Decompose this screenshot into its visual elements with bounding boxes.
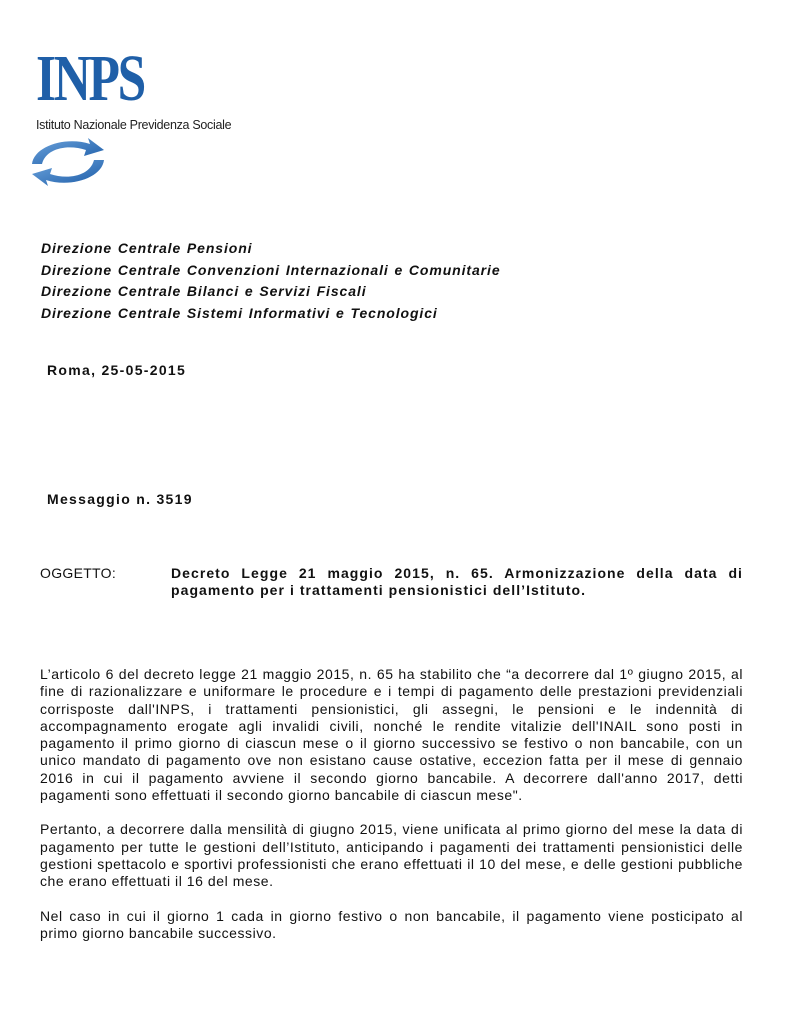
inps-logo	[36, 42, 256, 196]
department-line: Direzione Centrale Sistemi Informativi e Tecnologici	[41, 304, 438, 321]
department-line: Direzione Centrale Bilanci e Servizi Fiscali	[41, 283, 367, 300]
body-paragraph: Pertanto, a decorrere dalla mensilità di giugno 2015, viene unificata al primo giorno del mese la data di pagamento per tutte le gestioni dell’Istituto, anticipando i pagamenti dei trattamenti pensionistici delle gestioni spettacolo e sportivi professionisti che erano effettuati il 10 del mese, e delle gestioni pubbliche che erano effettuati il 16 del mese.	[40, 821, 743, 890]
message-number: Messaggio n. 3519	[47, 491, 193, 507]
subject-text: Decreto Legge 21 maggio 2015, n. 65. Armonizzazione della data di pagamento per i trattamenti pensionistici dell’Istituto.	[171, 565, 743, 598]
departments-block	[41, 238, 501, 324]
department-line: Direzione Centrale Convenzioni Internazionali e Comunitarie	[41, 261, 501, 278]
body-paragraph: L’articolo 6 del decreto legge 21 maggio 2015, n. 65 ha stabilito che “a decorrere dal 1º giugno 2015, al fine di razionalizzare e uniformare le procedure e i tempi di pagamento delle prestazioni previdenziali corrisposte dall'INPS, i trattamenti pensionistici, gli assegni, le pensioni e le indennità di accompagnamento erogate agli invalidi civili, nonché le rendite vitalizie dell'INAIL sono posti in pagamento il primo giorno di ciascun mese o il giorno successivo se festivo o non bancabile, con un unico mandato di pagamento ove non esistano cause ostative, eccezion fatta per il mese di gennaio 2016 in cui il pagamento avviene il secondo giorno bancabile. A decorrere dall'anno 2017, detti pagamenti sono effettuati il secondo giorno bancabile di ciascun mese".	[40, 666, 743, 804]
document-date: Roma, 25-05-2015	[47, 362, 187, 378]
logo-wordmark: INPS	[36, 42, 144, 115]
subject-label: OGGETTO:	[40, 565, 117, 581]
circular-arrows-icon	[26, 134, 110, 190]
body-text	[40, 666, 743, 959]
logo-subtitle: Istituto Nazionale Previdenza Sociale	[36, 118, 232, 132]
body-paragraph: Nel caso in cui il giorno 1 cada in giorno festivo o non bancabile, il pagamento viene posticipato al primo giorno bancabile successivo.	[40, 907, 743, 941]
department-line: Direzione Centrale Pensioni	[41, 240, 253, 256]
